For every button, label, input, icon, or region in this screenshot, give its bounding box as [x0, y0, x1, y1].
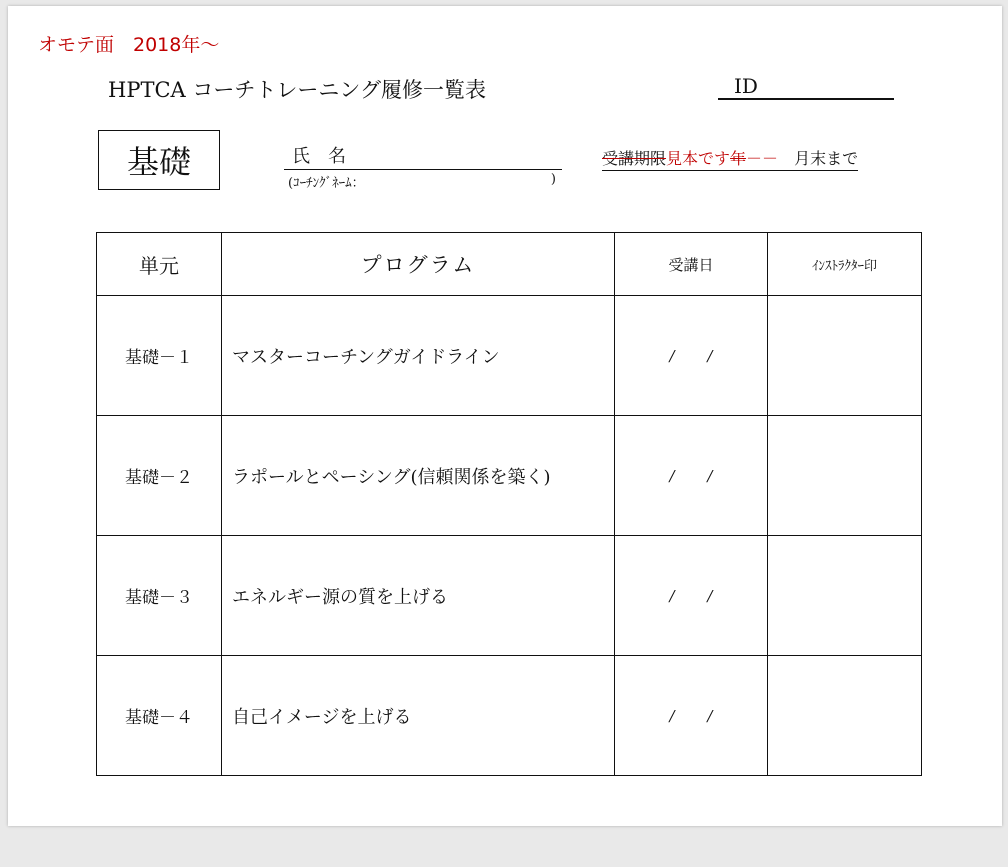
deadline-suffix: 月末まで: [778, 149, 859, 168]
date-slashes: / /: [669, 586, 713, 605]
sample-stamp-text: 見本です: [666, 149, 731, 168]
date-slashes: / /: [669, 466, 713, 485]
unit-cell: 基礎－１: [97, 296, 222, 416]
table-row: [97, 296, 922, 416]
table-header-row: [97, 233, 922, 296]
instructor-stamp-cell: [768, 656, 922, 776]
date-cell: [615, 296, 768, 416]
unit-cell: 基礎－２: [97, 416, 222, 536]
date-slashes: / /: [669, 706, 713, 725]
header-instructor-stamp: ｲﾝｽﾄﾗｸﾀｰ印: [768, 233, 922, 296]
program-cell: エネルギー源の質を上げる: [222, 536, 615, 656]
table-row: [97, 656, 922, 776]
table-row: [97, 536, 922, 656]
date-cell: [615, 656, 768, 776]
program-cell: ラポールとペーシング(信頼関係を築く): [222, 416, 615, 536]
header-unit: 単元: [97, 233, 222, 296]
date-cell: [615, 536, 768, 656]
table-row: [97, 416, 922, 536]
level-box: 基礎: [98, 130, 220, 190]
name-label: 氏 名: [292, 146, 346, 167]
id-field: [718, 74, 894, 100]
header-program: プログラム: [222, 233, 615, 296]
deadline-year: 年: [730, 149, 747, 168]
date-cell: [615, 416, 768, 536]
date-slashes: / /: [669, 346, 713, 365]
deadline-field: [602, 146, 858, 171]
deadline-dashes: －－: [746, 149, 779, 168]
id-label: ID: [734, 74, 758, 98]
unit-cell: 基礎－３: [97, 536, 222, 656]
document-title: HPTCA コーチトレーニング履修一覧表: [108, 78, 486, 102]
program-cell: 自己イメージを上げる: [222, 656, 615, 776]
coaching-name-label: (ｺｰﾁﾝｸﾞﾈｰﾑ：: [288, 176, 365, 191]
instructor-stamp-cell: [768, 416, 922, 536]
instructor-stamp-cell: [768, 296, 922, 416]
coaching-name-close: ): [550, 172, 556, 187]
header-date: 受講日: [615, 233, 768, 296]
document-page: [8, 6, 1002, 826]
instructor-stamp-cell: [768, 536, 922, 656]
deadline-label: 受講期限: [602, 149, 667, 168]
course-table: [96, 232, 922, 776]
front-side-note: オモテ面 2018年～: [38, 34, 220, 56]
unit-cell: 基礎－４: [97, 656, 222, 776]
name-field: [284, 144, 562, 191]
program-cell: マスターコーチングガイドライン: [222, 296, 615, 416]
